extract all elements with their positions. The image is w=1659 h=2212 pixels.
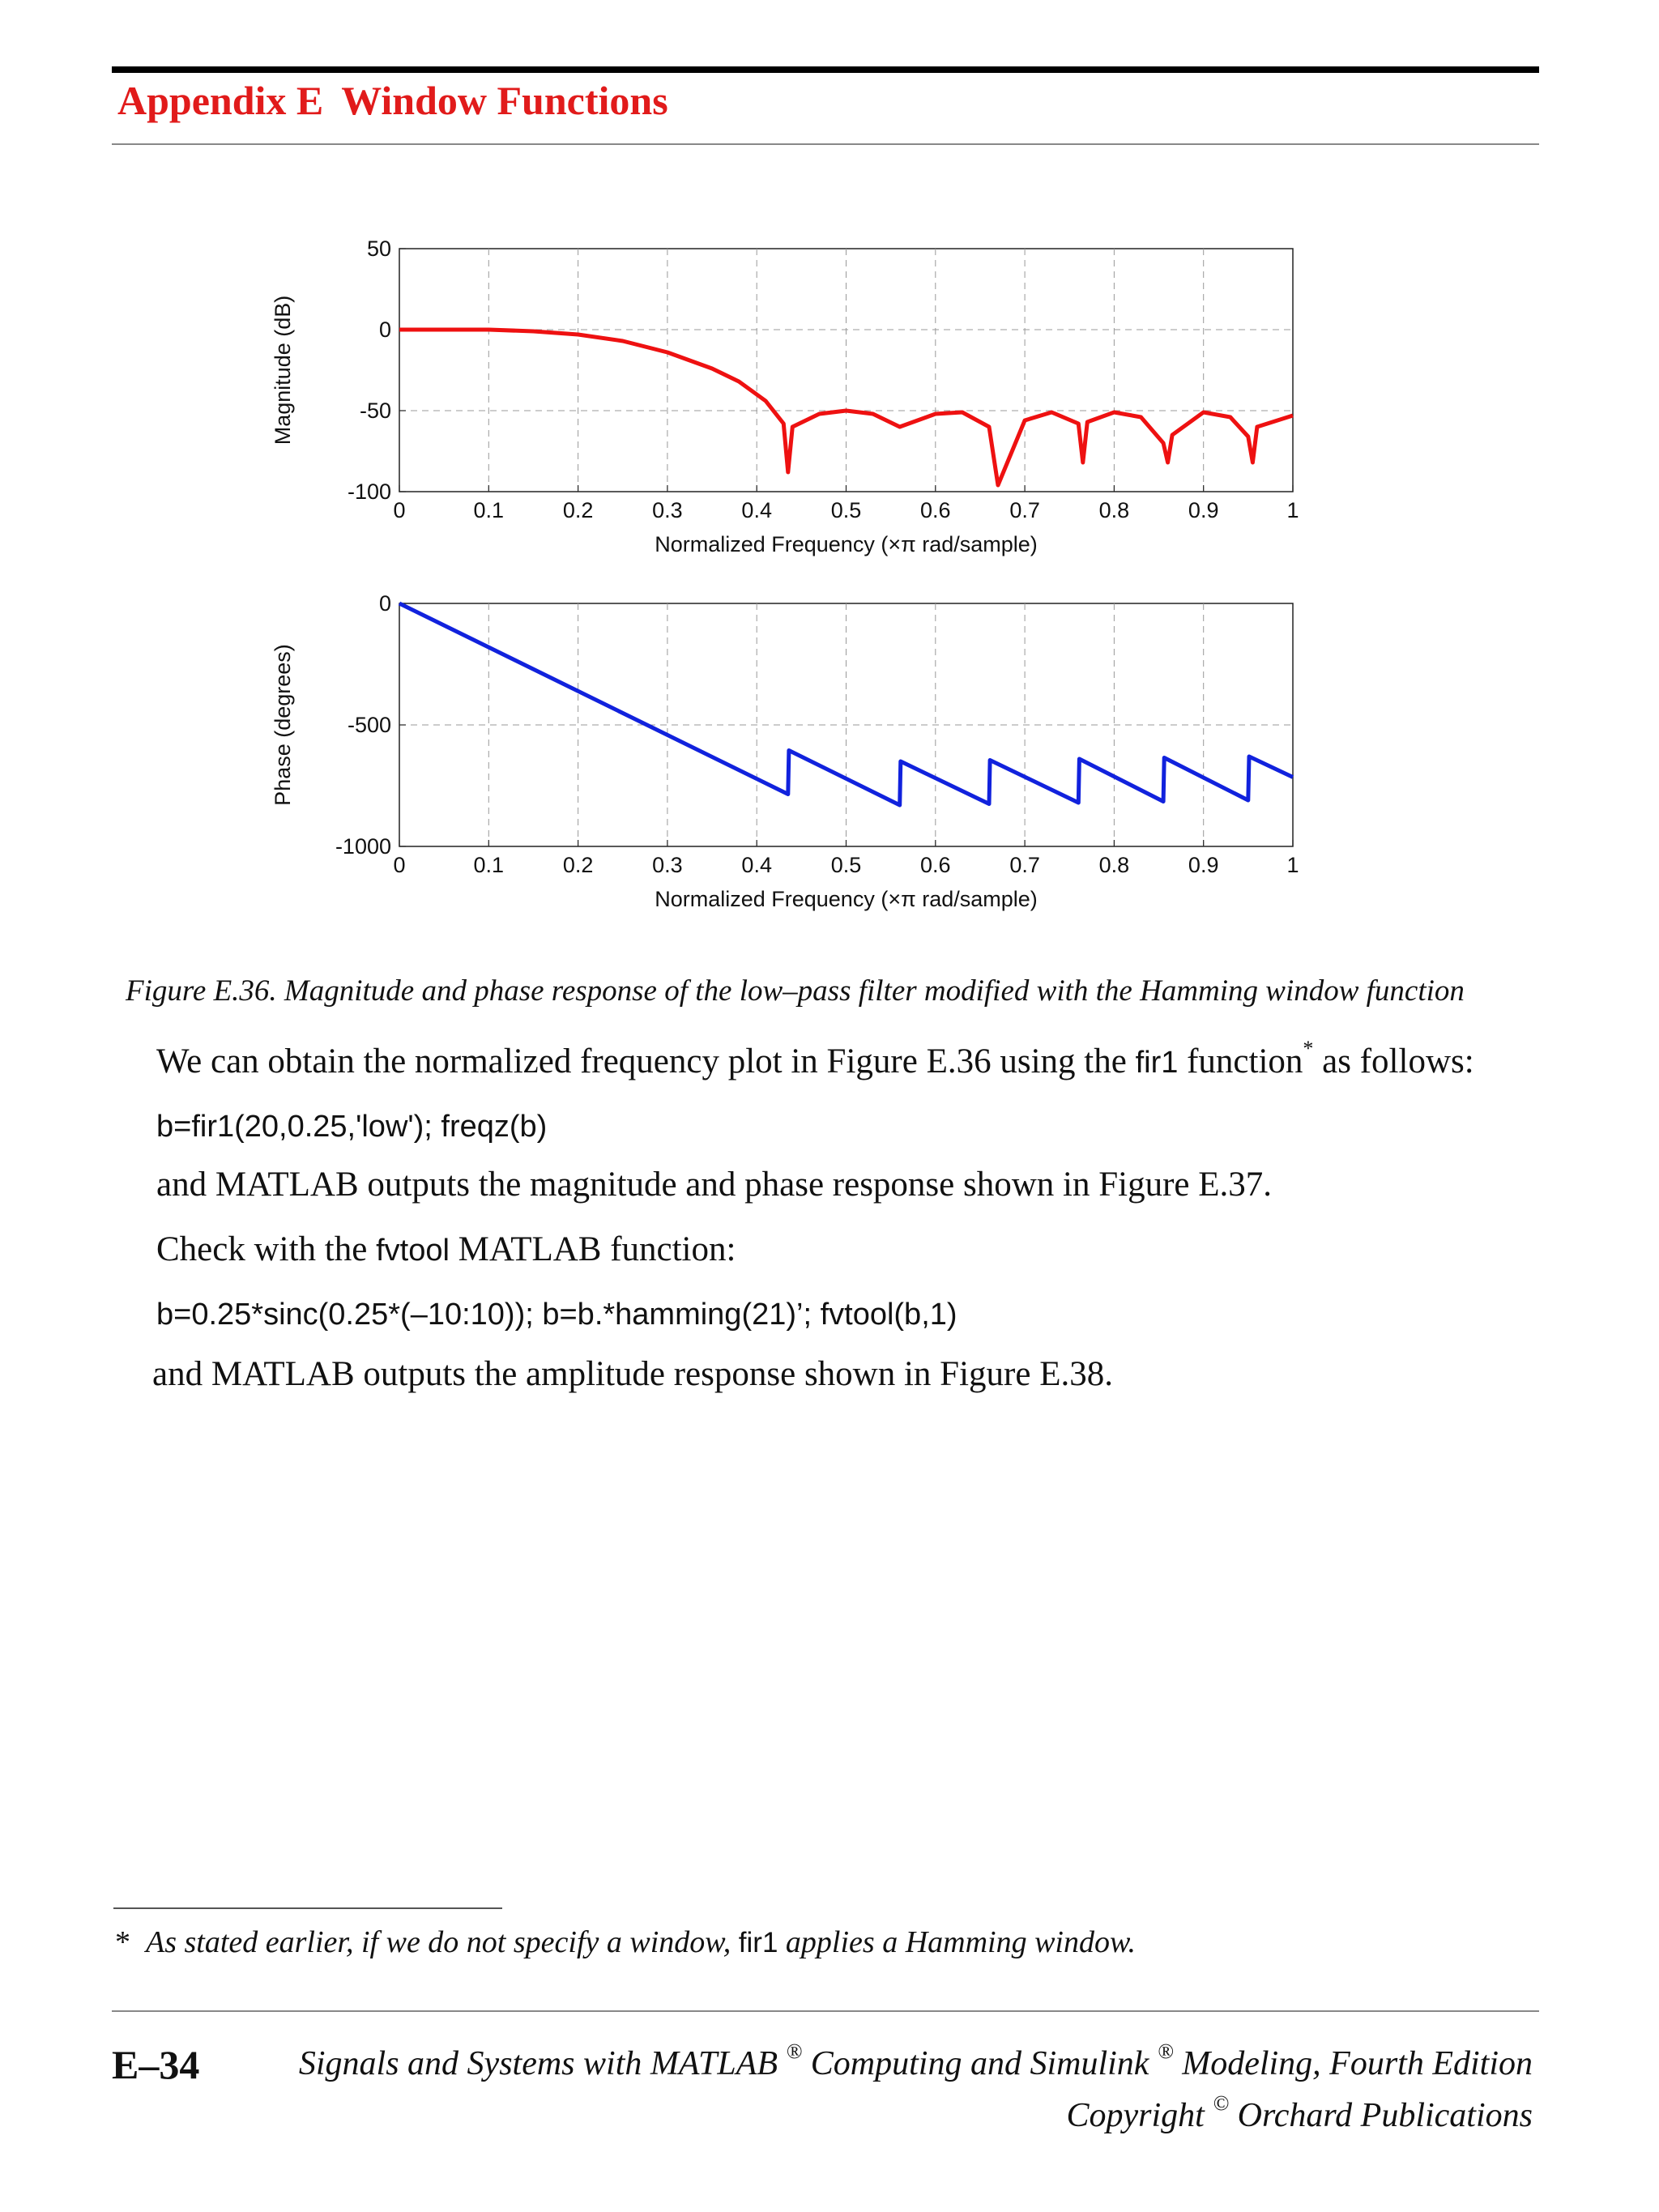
y-tick-label: 0 — [378, 318, 391, 342]
header-rule — [112, 143, 1539, 145]
copyright-line — [1066, 2091, 1533, 2135]
footnote — [115, 1924, 1136, 1960]
page-number: E–34 — [112, 2042, 200, 2087]
figure-caption: Figure E.36. Magnitude and phase response of the low–pass filter modified with the Hamming window function — [126, 974, 1465, 1008]
registered-mark-1: ® — [786, 2039, 803, 2063]
footnote-text-a: As stated earlier, if we do not specify a window, — [146, 1925, 739, 1959]
book-title-a: Signals and Systems with MATLAB — [298, 2045, 787, 2082]
x-tick-label: 0.2 — [562, 498, 594, 522]
appendix-label: Appendix E — [117, 78, 324, 123]
footnote-marker[interactable]: * — [1303, 1037, 1314, 1060]
footnote-marker-text: * — [115, 1925, 130, 1959]
p3-code: fvtool — [376, 1234, 450, 1268]
code-line-2: b=0.25*sinc(0.25*(–10:10)); b=b.*hamming(21)’; fvtool(b,1) — [156, 1298, 957, 1332]
x-tick-label: 0.2 — [562, 853, 594, 877]
copyright-text-b: Orchard Publications — [1229, 2097, 1533, 2134]
y-tick-label: -500 — [347, 713, 391, 737]
x-tick-label: 1 — [1286, 498, 1299, 522]
paragraph-1 — [156, 1037, 1474, 1081]
y-axis-label: Phase (degrees) — [271, 644, 295, 806]
y-tick-label: 50 — [366, 237, 391, 261]
code-line-1: b=fir1(20,0.25,'low'); freqz(b) — [156, 1110, 548, 1144]
x-tick-label: 0.5 — [830, 853, 862, 877]
registered-mark-2: ® — [1157, 2039, 1174, 2063]
x-tick-label: 0.6 — [920, 498, 951, 522]
paragraph-3 — [156, 1230, 736, 1269]
book-title-c: Modeling, Fourth Edition — [1173, 2045, 1533, 2082]
x-tick-label: 0.3 — [652, 853, 683, 877]
x-tick-label: 0.8 — [1098, 498, 1130, 522]
x-tick-label: 0.6 — [920, 853, 951, 877]
x-tick-label: 0.9 — [1188, 853, 1219, 877]
copyright-text-a: Copyright — [1066, 2097, 1213, 2134]
section-title: Window Functions — [341, 78, 668, 123]
p1-text-b: function — [1178, 1042, 1303, 1080]
y-tick-label: 0 — [378, 591, 391, 616]
running-header — [117, 77, 668, 124]
x-tick-label: 0.7 — [1009, 498, 1040, 522]
footnote-text-b: applies a Hamming window. — [778, 1925, 1137, 1959]
p1-code: fir1 — [1135, 1046, 1179, 1080]
footer-rule — [112, 2010, 1539, 2012]
p1-text-a: We can obtain the normalized frequency plot in Figure E.36 using the — [156, 1042, 1136, 1080]
copyright-symbol: © — [1213, 2091, 1230, 2115]
top-rule — [112, 66, 1539, 73]
figure-e36 — [243, 219, 1337, 948]
x-tick-label: 1 — [1286, 853, 1299, 877]
paragraph-4: and MATLAB outputs the amplitude response shown in Figure E.38. — [152, 1355, 1113, 1393]
x-tick-label: 0.4 — [741, 853, 772, 877]
y-axis-label: Magnitude (dB) — [271, 295, 295, 445]
x-axis-label: Normalized Frequency (×π rad/sample) — [655, 532, 1038, 556]
x-tick-label: 0.1 — [473, 498, 505, 522]
footnote-rule — [113, 1907, 502, 1909]
p3-text-a: Check with the — [156, 1230, 377, 1268]
x-axis-label: Normalized Frequency (×π rad/sample) — [655, 887, 1038, 911]
y-tick-label: -100 — [347, 479, 391, 504]
x-tick-label: 0.5 — [830, 498, 862, 522]
footnote-code: fir1 — [738, 1927, 778, 1958]
p1-text-c: as follows: — [1313, 1042, 1474, 1080]
y-tick-label: -1000 — [335, 834, 391, 859]
x-tick-label: 0 — [393, 498, 406, 522]
x-tick-label: 0.7 — [1009, 853, 1040, 877]
x-tick-label: 0.1 — [473, 853, 505, 877]
x-tick-label: 0.9 — [1188, 498, 1219, 522]
frequency-response-plots — [243, 219, 1337, 948]
book-title — [298, 2039, 1533, 2083]
x-tick-label: 0.4 — [741, 498, 772, 522]
x-tick-label: 0 — [393, 853, 406, 877]
y-tick-label: -50 — [359, 399, 391, 423]
x-tick-label: 0.3 — [652, 498, 683, 522]
book-title-b: Computing and Simulink — [802, 2045, 1158, 2082]
p3-text-b: MATLAB function: — [449, 1230, 736, 1268]
x-tick-label: 0.8 — [1098, 853, 1130, 877]
paragraph-2: and MATLAB outputs the magnitude and phase response shown in Figure E.37. — [156, 1166, 1273, 1204]
